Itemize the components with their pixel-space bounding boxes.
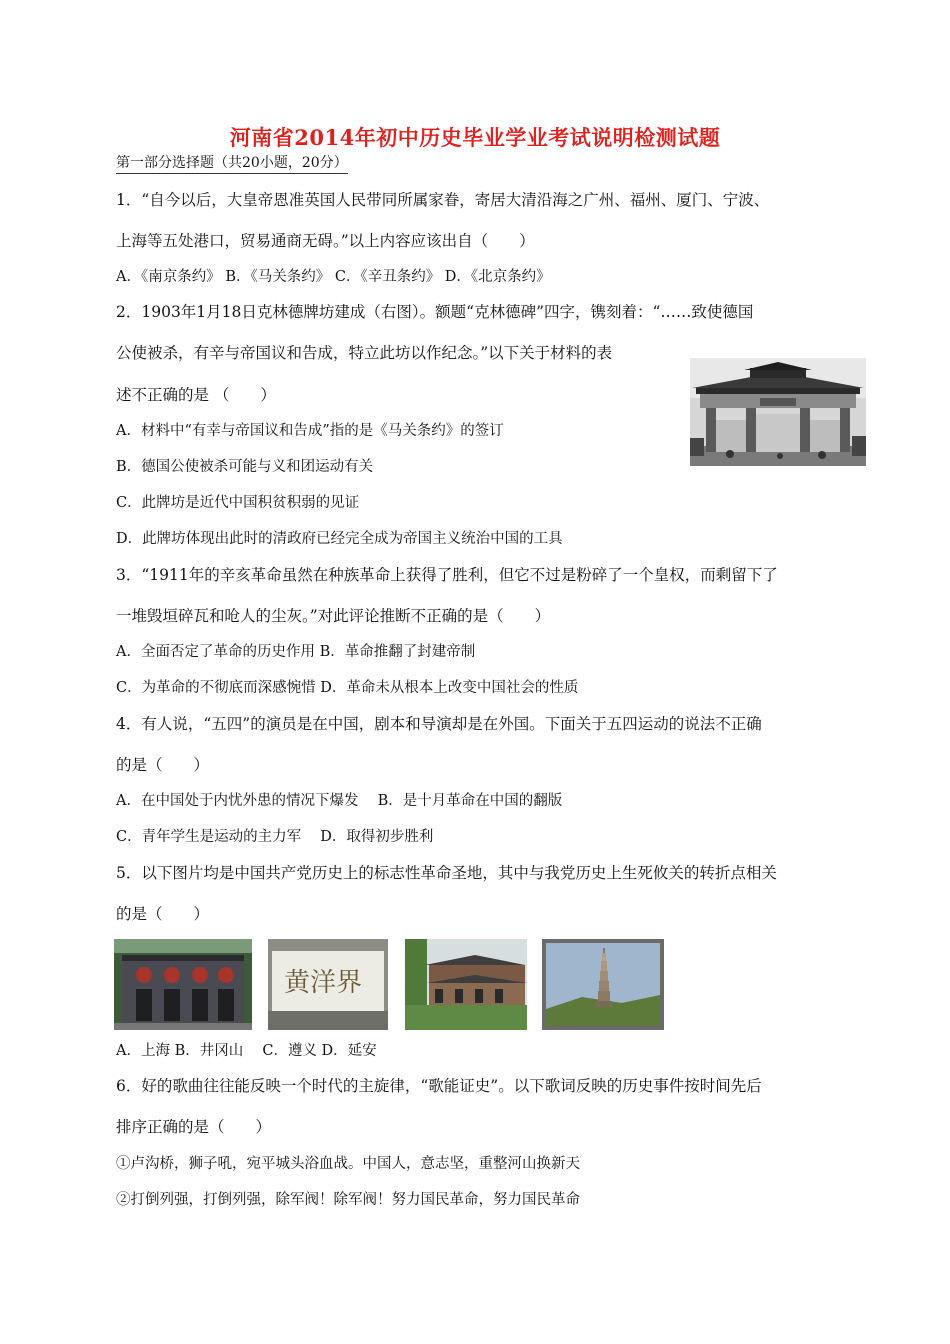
q6-lyric-2: ②打倒列强，打倒列强，除军阀！除军阀！努力国民革命，努力国民革命 (116, 1192, 580, 1208)
q6-stem-line2: 排序正确的是（ ） (116, 1118, 272, 1136)
q1-stem-line1: 1．“自今以后，大皇帝恩准英国人民带同所属家眷，寄居大清沿海之广州、福州、厦门、宁波、 (116, 191, 770, 209)
q2-option-b: B．德国公使被杀可能与义和团运动有关 (116, 459, 374, 475)
q4-options-ab: A．在中国处于内忧外患的情况下爆发 B．是十月革命在中国的翻版 (116, 793, 563, 809)
q2-option-a: A．材料中“有幸与帝国议和告成”指的是《马关条约》的签订 (116, 423, 504, 439)
q5-stem-line1: 5．以下图片均是中国共产党历史上的标志性革命圣地，其中与我党历史上生死攸关的转折点相关 (116, 864, 777, 882)
section-heading: 第一部分选择题（共20小题，20分） (116, 152, 348, 174)
photo-shanghai (114, 939, 252, 1030)
q2-option-d: D．此牌坊体现出此时的清政府已经完全成为帝国主义统治中国的工具 (116, 531, 563, 547)
q1-options: A．《南京条约》 B．《马关条约》 C．《辛丑条约》 D．《北京条约》 (116, 269, 551, 285)
q2-stem-line2: 公使被杀，有辛与帝国议和告成，特立此坊以作纪念。”以下关于材料的表 (116, 344, 613, 362)
q1-stem-line2: 上海等五处港口，贸易通商无碍。”以上内容应该出自（ ） (116, 232, 535, 250)
q2-option-c: C．此牌坊是近代中国积贫积弱的见证 (116, 495, 360, 511)
photo-zunyi (405, 939, 527, 1030)
q2-stem-line1: 2．1903年1月18日克林德牌坊建成（右图）。额题“克林德碑”四字，镌刻着：“……致使德国 (116, 303, 754, 321)
q4-stem-line2: 的是（ ） (116, 756, 210, 774)
q3-options-ab: A．全面否定了革命的历史作用 B．革命推翻了封建帝制 (116, 644, 476, 660)
q5-options: A．上海 B．井冈山 C．遵义 D．延安 (116, 1043, 377, 1059)
q6-stem-line1: 6．好的歌曲往往能反映一个时代的主旋律，“歌能证史”。以下歌词反映的历史事件按时间先后 (116, 1077, 762, 1095)
q3-stem-line1: 3．“1911年的辛亥革命虽然在种族革命上获得了胜利，但它不过是粉碎了一个皇权，而剩留下了 (116, 566, 778, 584)
q4-stem-line1: 4．有人说，“五四”的演员是在中国，剧本和导演却是在外国。下面关于五四运动的说法不正确 (116, 715, 762, 733)
q3-options-cd: C．为革命的不彻底而深感惋惜 D．革命未从根本上改变中国社会的性质 (116, 680, 579, 696)
q4-options-cd: C．青年学生是运动的主力军 D．取得初步胜利 (116, 829, 434, 845)
photo-jinggangshan (268, 939, 388, 1030)
photo-yanan (542, 939, 664, 1030)
q3-stem-line2: 一堆毁垣碎瓦和呛人的尘灰。”对此评论推断不正确的是（ ） (116, 607, 551, 625)
q2-stem-line3: 述不正确的是 （ ） (116, 386, 276, 404)
q6-lyric-1: ①卢沟桥，狮子吼，宛平城头浴血战。中国人，意志坚，重整河山换新天 (116, 1156, 580, 1172)
q5-stem-line2: 的是（ ） (116, 905, 210, 923)
svg-text:黄洋界: 黄洋界 (284, 968, 363, 998)
archway-photo (690, 358, 866, 466)
page-title: 河南省2014年初中历史毕业学业考试说明检测试题 (229, 125, 721, 150)
